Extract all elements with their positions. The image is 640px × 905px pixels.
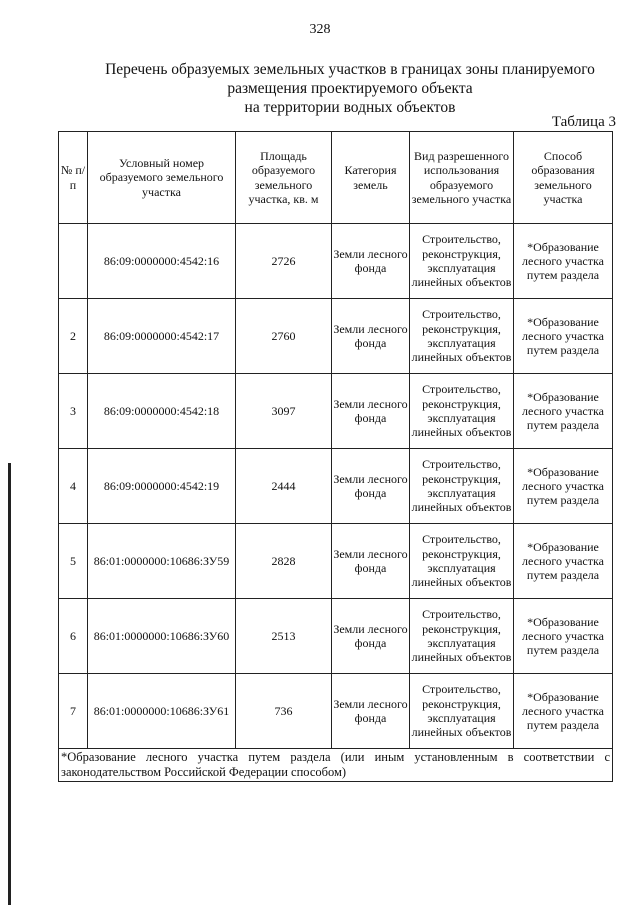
cell-cadastral: 86:01:0000000:10686:ЗУ61: [88, 674, 236, 749]
cell-num: 5: [59, 524, 88, 599]
cell-num: 7: [59, 674, 88, 749]
cell-method: *Образование лесного участка путем раздела: [514, 224, 613, 299]
cell-num: 3: [59, 374, 88, 449]
document-title: [60, 60, 640, 117]
cell-method: *Образование лесного участка путем раздела: [514, 674, 613, 749]
header-num: № п/п: [59, 132, 88, 224]
cell-category: Земли лесного фонда: [332, 449, 410, 524]
title-line-1: Перечень образуемых земельных участков в границах зоны планируемого: [105, 61, 595, 78]
cell-num: 4: [59, 449, 88, 524]
cell-area: 736: [236, 674, 332, 749]
cell-area: 2444: [236, 449, 332, 524]
table-row: [59, 524, 613, 599]
scan-margin-line: [8, 463, 11, 905]
cell-method: *Образование лесного участка путем раздела: [514, 524, 613, 599]
header-category: Категория земель: [332, 132, 410, 224]
table-row: [59, 224, 613, 299]
cell-cadastral: 86:01:0000000:10686:ЗУ60: [88, 599, 236, 674]
header-cadastral: Условный номер образуемого земельного участка: [88, 132, 236, 224]
land-plots-table: [58, 131, 613, 782]
cell-category: Земли лесного фонда: [332, 524, 410, 599]
table-row: [59, 299, 613, 374]
footnote-row: [59, 749, 613, 782]
cell-use: Строительство, реконструкция, эксплуатация линейных объектов: [410, 224, 514, 299]
table-row: [59, 599, 613, 674]
cell-cadastral: 86:09:0000000:4542:19: [88, 449, 236, 524]
cell-use: Строительство, реконструкция, эксплуатация линейных объектов: [410, 524, 514, 599]
table-header-row: [59, 132, 613, 224]
header-use: Вид разрешенного использования образуемого земельного участка: [410, 132, 514, 224]
cell-use: Строительство, реконструкция, эксплуатация линейных объектов: [410, 599, 514, 674]
cell-category: Земли лесного фонда: [332, 299, 410, 374]
cell-area: 2726: [236, 224, 332, 299]
cell-area: 3097: [236, 374, 332, 449]
cell-area: 2828: [236, 524, 332, 599]
table-label: Таблица 3: [551, 114, 616, 130]
cell-use: Строительство, реконструкция, эксплуатация линейных объектов: [410, 449, 514, 524]
cell-category: Земли лесного фонда: [332, 599, 410, 674]
cell-cadastral: 86:09:0000000:4542:17: [88, 299, 236, 374]
cell-method: *Образование лесного участка путем раздела: [514, 299, 613, 374]
cell-cadastral: 86:01:0000000:10686:ЗУ59: [88, 524, 236, 599]
page-number: 328: [309, 22, 331, 37]
cell-category: Земли лесного фонда: [332, 674, 410, 749]
cell-method: *Образование лесного участка путем раздела: [514, 599, 613, 674]
cell-category: Земли лесного фонда: [332, 374, 410, 449]
cell-area: 2760: [236, 299, 332, 374]
cell-use: Строительство, реконструкция, эксплуатация линейных объектов: [410, 299, 514, 374]
cell-method: *Образование лесного участка путем раздела: [514, 449, 613, 524]
cell-cadastral: 86:09:0000000:4542:16: [88, 224, 236, 299]
cell-category: Земли лесного фонда: [332, 224, 410, 299]
title-line-2: размещения проектируемого объекта: [227, 80, 473, 97]
cell-num: [59, 224, 88, 299]
cell-use: Строительство, реконструкция, эксплуатация линейных объектов: [410, 374, 514, 449]
cell-num: 6: [59, 599, 88, 674]
cell-method: *Образование лесного участка путем раздела: [514, 374, 613, 449]
cell-cadastral: 86:09:0000000:4542:18: [88, 374, 236, 449]
cell-area: 2513: [236, 599, 332, 674]
table-row: [59, 674, 613, 749]
cell-num: 2: [59, 299, 88, 374]
header-method: Способ образования земельного участка: [514, 132, 613, 224]
footnote: *Образование лесного участка путем раздела (или иным установленным в соответствии с законодательством Российской Федерации способом): [59, 749, 613, 782]
cell-use: Строительство, реконструкция, эксплуатация линейных объектов: [410, 674, 514, 749]
title-line-3: на территории водных объектов: [244, 99, 456, 116]
table-row: [59, 449, 613, 524]
table-row: [59, 374, 613, 449]
header-area: Площадь образуемого земельного участка, кв. м: [236, 132, 332, 224]
